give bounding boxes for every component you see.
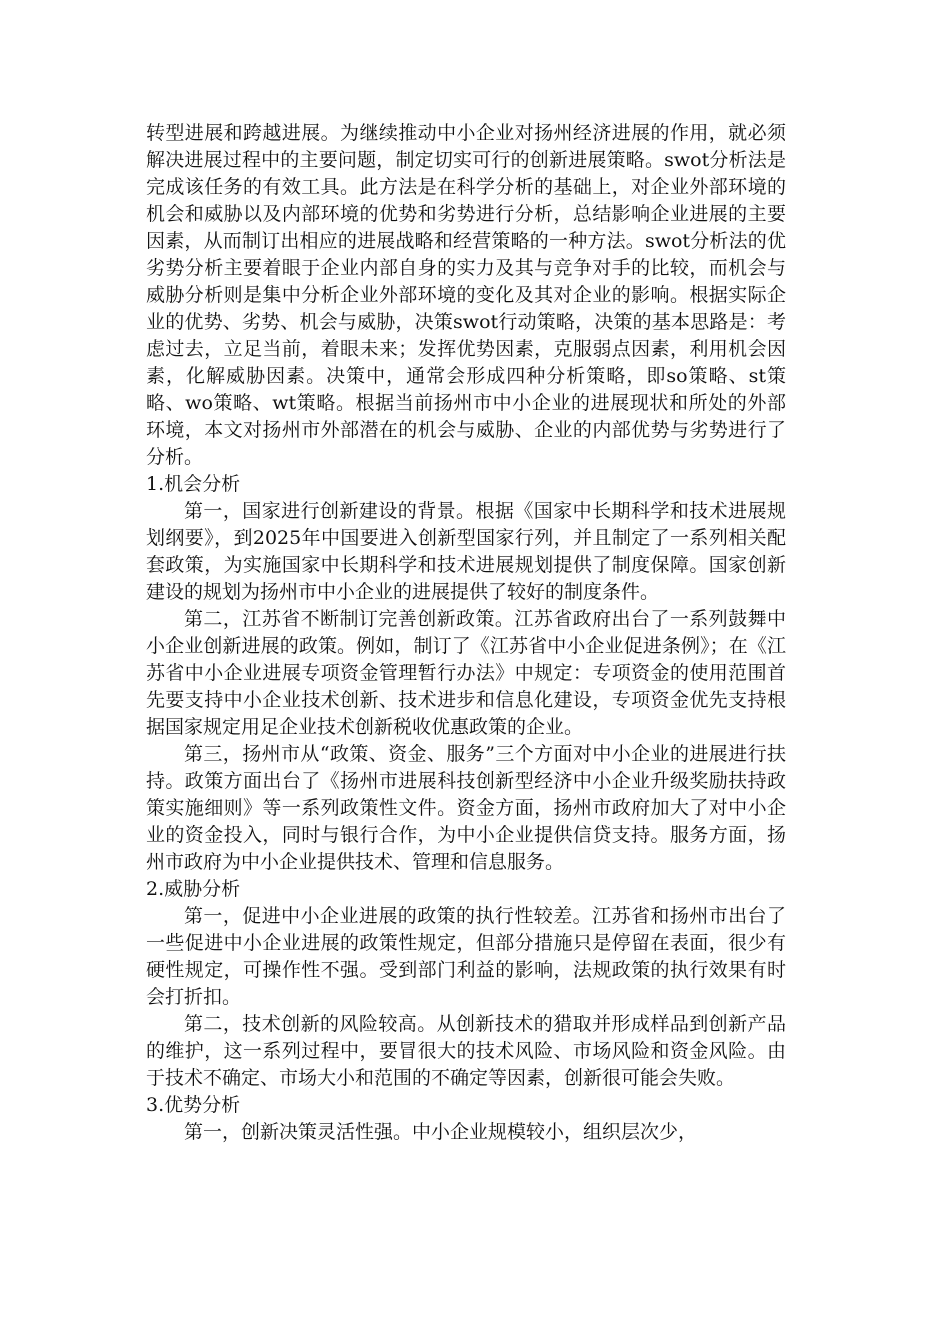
section-heading-opportunity: 1.机会分析 (146, 473, 241, 495)
document-body (146, 120, 786, 1146)
paragraph-opportunity-3: 第三，扬州市从“政策、资金、服务”三个方面对中小企业的进展进行扶持。政策方面出台了《扬州市进展科技创新型经济中小企业升级奖励扶持政策实施细则》等一系列政策性文件。资金方面，扬州市政府加大了对中小企业的资金投入，同时与银行合作，为中小企业提供信贷支持。服务方面，扬州市政府为中小企业提供技术、管理和信息服务。 (146, 743, 786, 873)
paragraph-threat-1: 第一，促进中小企业进展的政策的执行性较差。江苏省和扬州市出台了一些促进中小企业进展的政策性规定，但部分措施只是停留在表面，很少有硬性规定，可操作性不强。受到部门利益的影响，法规政策的执行效果有时会打折扣。 (146, 905, 786, 1008)
intro-paragraph: 转型进展和跨越进展。为继续推动中小企业对扬州经济进展的作用，就必须解决进展过程中的主要问题，制定切实可行的创新进展策略。swot分析法是完成该任务的有效工具。此方法是在科学分析的基础上，对企业外部环境的机会和威胁以及内部环境的优势和劣势进行分析，总结影响企业进展的主要因素，从而制订出相应的进展战略和经营策略的一种方法。swot分析法的优劣势分析主要着眼于企业内部自身的实力及其与竞争对手的比较，而机会与威胁分析则是集中分析企业外部环境的变化及其对企业的影响。根据实际企业的优势、劣势、机会与威胁，决策swot行动策略，决策的基本思路是：考虑过去，立足当前，着眼未来；发挥优势因素，克服弱点因素，利用机会因素，化解威胁因素。决策中，通常会形成四种分析策略，即so策略、st策略、wo策略、wt策略。根据当前扬州市中小企业的进展现状和所处的外部环境，本文对扬州市外部潜在的机会与威胁、企业的内部优势与劣势进行了分析。 (146, 122, 786, 468)
paragraph-strength-1: 第一，创新决策灵活性强。中小企业规模较小，组织层次少， (184, 1121, 698, 1143)
paragraph-threat-2: 第二，技术创新的风险较高。从创新技术的猎取并形成样品到创新产品的维护，这一系列过程中，要冒很大的技术风险、市场风险和资金风险。由于技术不确定、市场大小和范围的不确定等因素，创新很可能会失败。 (146, 1013, 786, 1089)
section-heading-strength: 3.优势分析 (146, 1094, 241, 1116)
section-heading-threat: 2.威胁分析 (146, 878, 241, 900)
paragraph-opportunity-2: 第二，江苏省不断制订完善创新政策。江苏省政府出台了一系列鼓舞中小企业创新进展的政策。例如，制订了《江苏省中小企业促进条例》；在《江苏省中小企业进展专项资金管理暂行办法》中规定：专项资金的使用范围首先要支持中小企业技术创新、技术进步和信息化建设，专项资金优先支持根据国家规定用足企业技术创新税收优惠政策的企业。 (146, 608, 786, 738)
paragraph-opportunity-1: 第一，国家进行创新建设的背景。根据《国家中长期科学和技术进展规划纲要》，到2025年中国要进入创新型国家行列，并且制定了一系列相关配套政策，为实施国家中长期科学和技术进展规划提供了制度保障。国家创新建设的规划为扬州市中小企业的进展提供了较好的制度条件。 (146, 500, 786, 603)
